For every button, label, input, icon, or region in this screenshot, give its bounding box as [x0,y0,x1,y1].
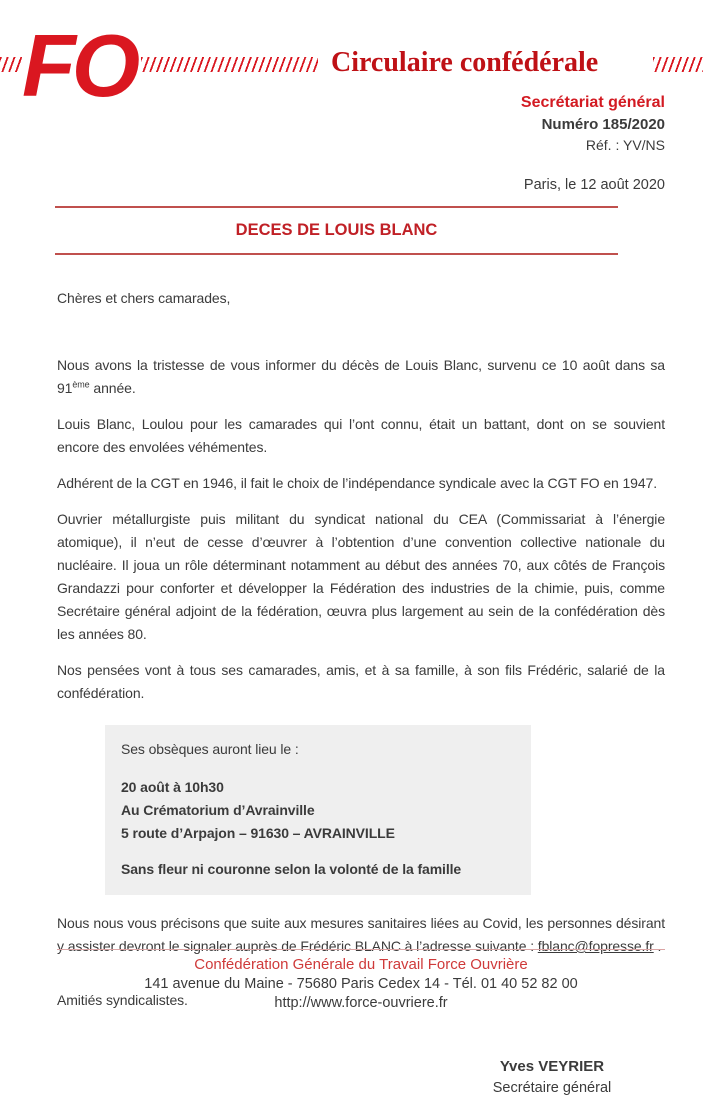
email-link[interactable]: fblanc@fopresse.fr [537,938,654,954]
salutation: Chères et chers camarades, [57,290,231,306]
funeral-place: Au Crématorium d’Avrainville [121,802,315,818]
paragraph-deces [57,354,665,400]
letter-body [0,287,703,1012]
paragraph-pensees: Nos pensées vont à tous ses camarades, amis, et à sa famille, à son fils Frédéric, salarié de la confédération. [57,662,665,701]
reference-code: Réf. : YV/NS [585,137,665,153]
fo-logo: FO [22,16,137,115]
dateline: Paris, le 12 août 2020 [523,177,665,193]
masthead [0,16,703,115]
hatch-stripes-icon-middle [141,57,318,72]
closing: Amitiés syndicalistes. [57,992,188,1008]
circular-number: Numéro 185/2020 [541,116,665,133]
ordinal-superscript: ème [72,379,90,390]
funeral-note: Sans fleur ni couronne selon la volonté de la famille [121,861,462,877]
footer-organization: Confédération Générale du Travail Force Ouvrière [194,956,528,973]
funeral-info-box [105,725,531,895]
page-footer [57,949,665,1011]
signer-name: Yves VEYRIER [499,1058,605,1075]
paragraph-battant: Louis Blanc, Loulou pour les camarades qui l’ont connu, était un battant, dont on se souvient encore des envolées véhémentes. [57,416,665,455]
subject-block [55,206,618,255]
paragraph-ouvrier: Ouvrier métallurgiste puis militant du syndicat national du CEA (Commissariat à l’énergie atomique), il n’eut de cesse d’œuvrer à l’obtention d’une convention collective nationale du nucléaire. Il joua un rôle déterminant notamment au début des années 70, aux côtés de François Grandazzi pour conforter et développer la Fédération des industries de la chimie, puis, comme Secrétaire général adjoint de la fédération, œuvra plus largement au sein de la confédération dès les années 80. [57,511,665,642]
paragraph-covid-end: . [653,938,662,954]
hatch-stripes-icon-left [0,57,22,72]
signature-block [437,1058,667,1096]
paragraph-covid-text: Nous nous vous précisons que suite aux mesures sanitaires liées au Covid, les personnes désirant y assister devront le signaler auprès de Frédéric BLANC à l’adresse suivante : [57,915,665,954]
subject-rule-top [55,206,618,208]
footer-website-link[interactable]: http://www.force-ouvriere.fr [274,995,448,1011]
footer-address: 141 avenue du Maine - 75680 Paris Cedex 14 - Tél. 01 40 52 82 00 [144,976,578,992]
funeral-datetime: 20 août à 10h30 [121,779,224,795]
masthead-title: Circulaire confédérale [331,47,599,78]
paragraph-deces-text: Nous avons la tristesse de vous informer du décès de Louis Blanc, survenu ce 10 août dans sa 91 [57,357,665,396]
paragraph-adherent: Adhérent de la CGT en 1946, il fait le choix de l’indépendance syndicale avec la CGT FO en 1947. [57,475,658,491]
footer-rule [57,949,665,950]
paragraph-deces-end: année. [89,380,136,396]
signer-role: Secrétaire général [492,1080,612,1096]
funeral-intro: Ses obsèques auront lieu le : [121,741,299,757]
subject-title: DECES DE LOUIS BLANC [235,221,438,239]
department-label: Secrétariat général [520,94,665,111]
subject-rule-bottom [55,253,618,255]
hatch-stripes-icon-right [653,57,703,72]
funeral-address: 5 route d’Arpajon – 91630 – AVRAINVILLE [121,825,395,841]
